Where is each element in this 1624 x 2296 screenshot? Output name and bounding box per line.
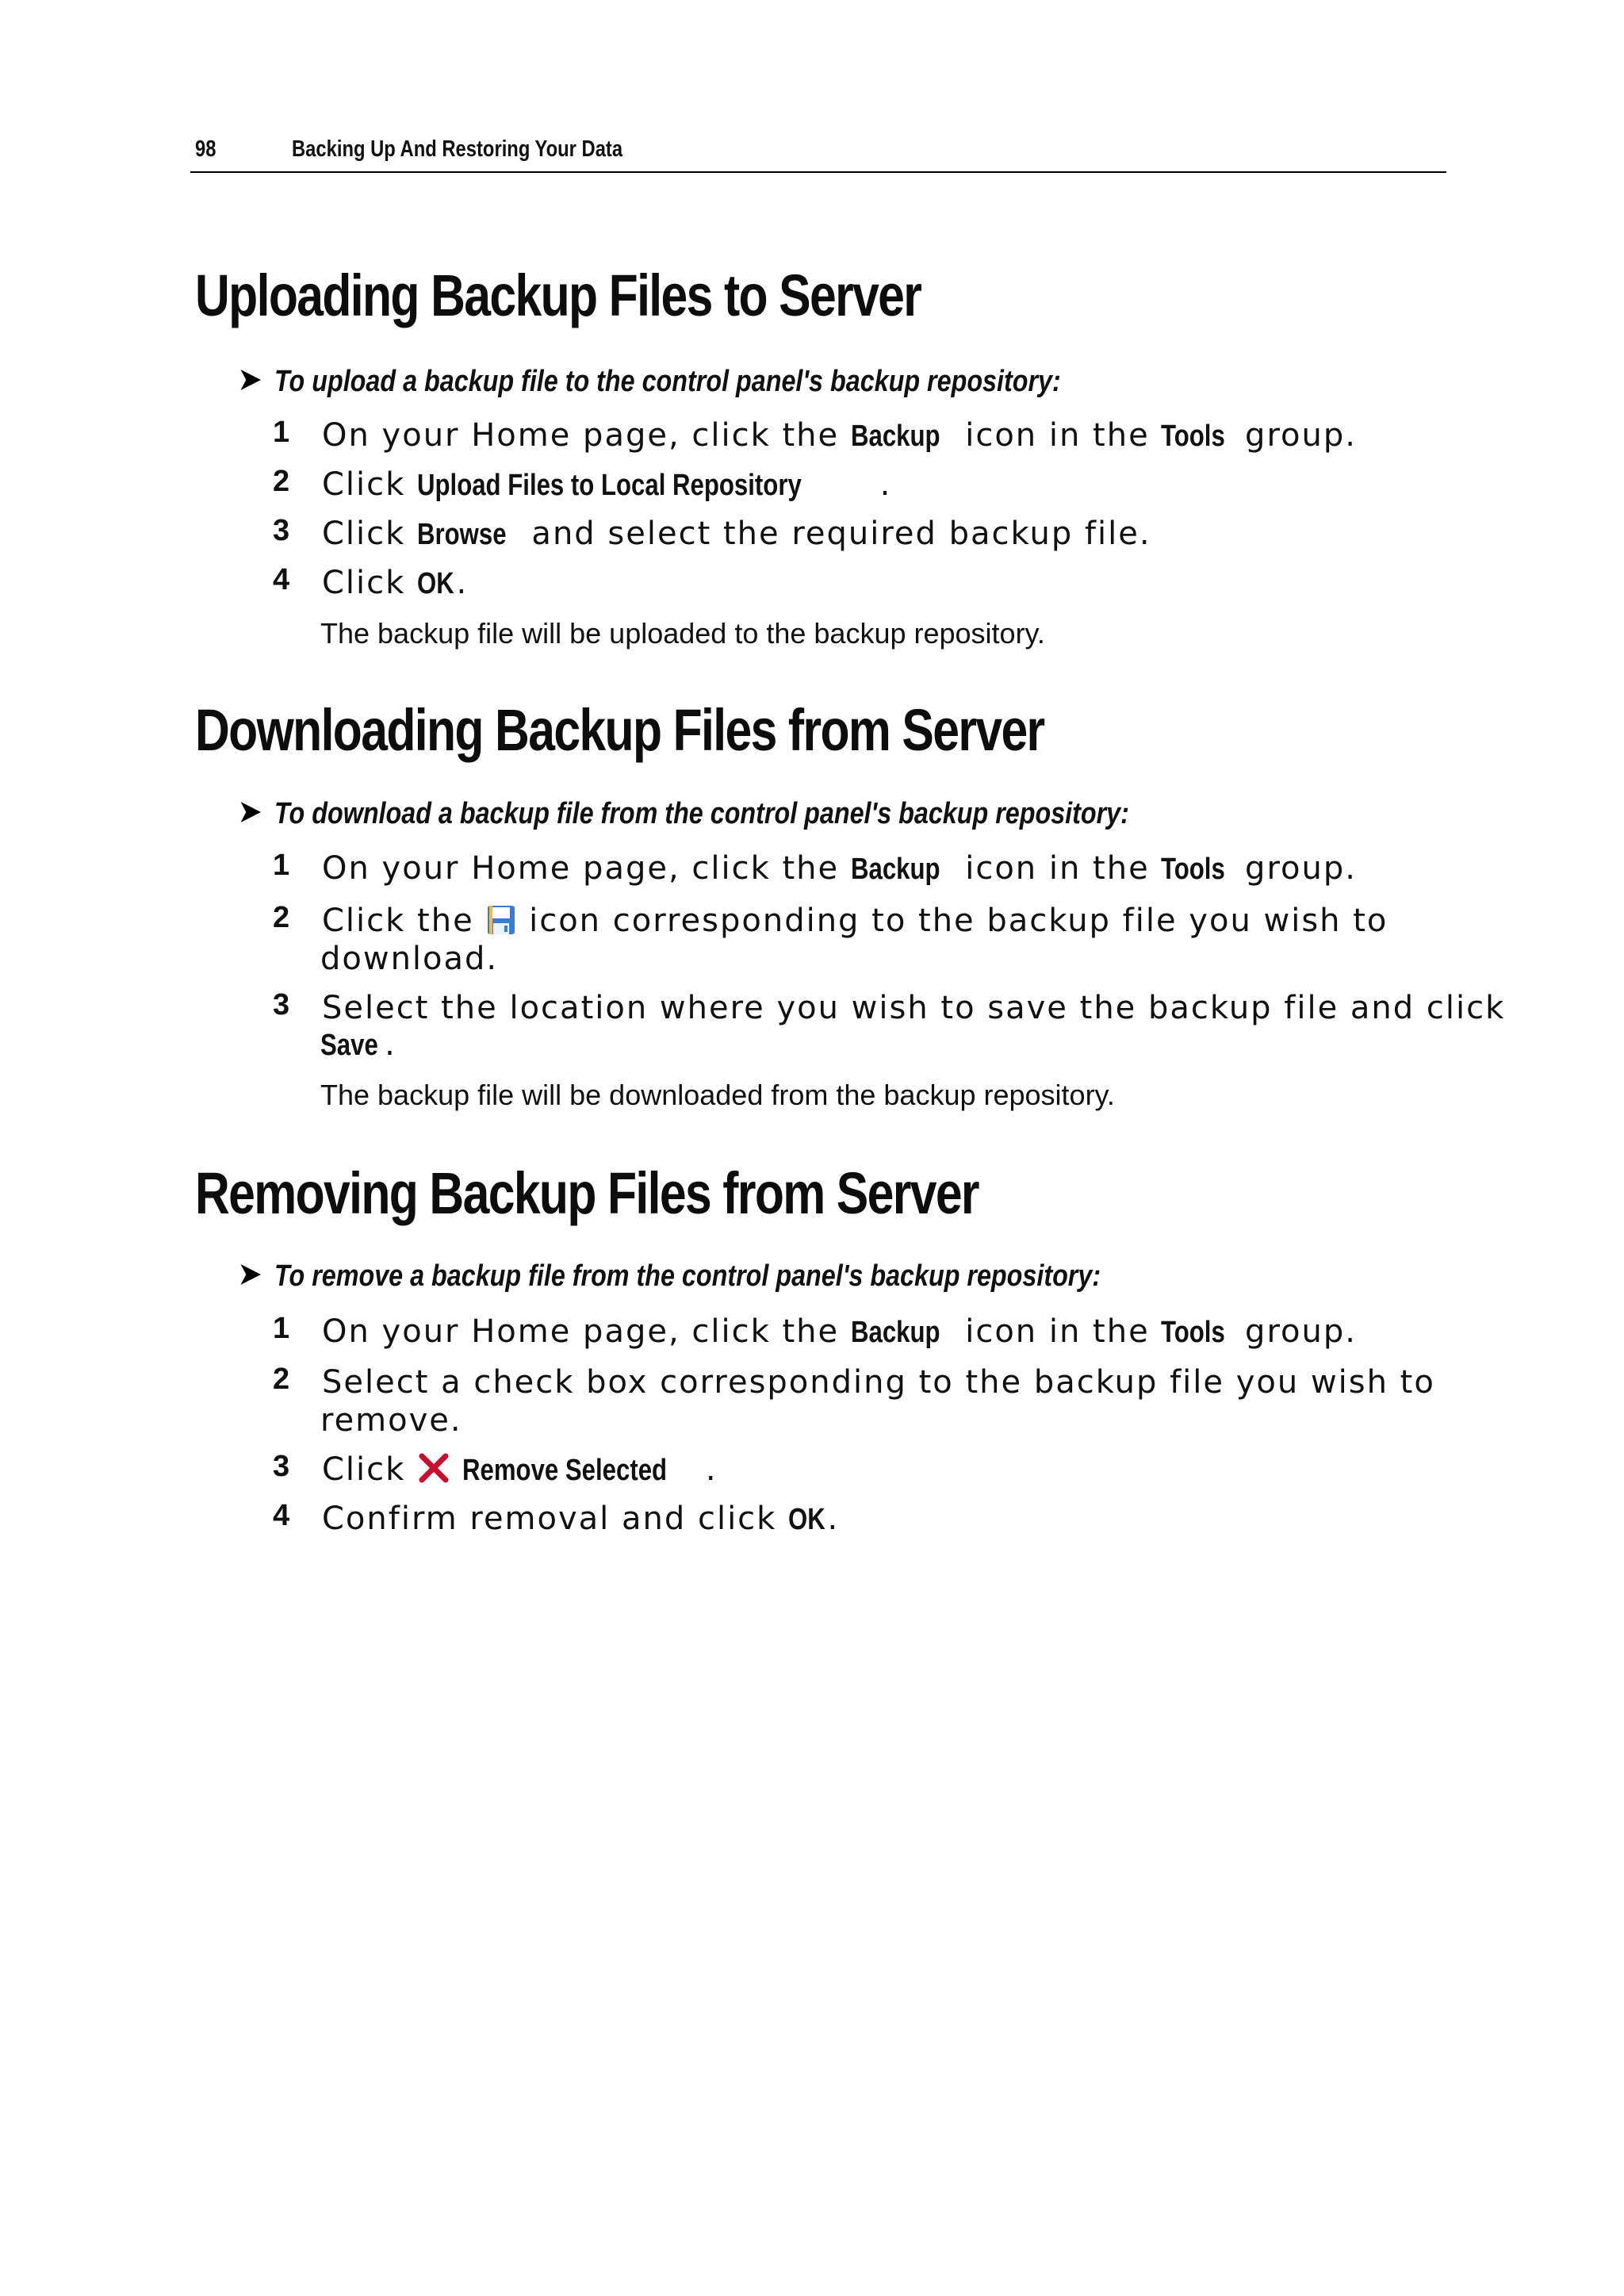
- step-text: Confirm removal and click: [322, 1501, 789, 1537]
- step-text: icon in the: [953, 417, 1162, 454]
- step-text: Click: [322, 565, 418, 601]
- step-number: 2: [273, 1363, 290, 1396]
- step-text: .: [456, 565, 469, 601]
- ui-term-upload-files: Upload Files to Local Repository: [417, 469, 802, 502]
- section-heading-download: Downloading Backup Files from Server: [195, 697, 1044, 763]
- step-text-continued: download.: [320, 941, 499, 977]
- ui-term-save: Save: [320, 1029, 378, 1062]
- step-number: 3: [273, 988, 290, 1022]
- floppy-disk-icon: [485, 904, 517, 936]
- step-text: .: [827, 1501, 840, 1537]
- step-number: 2: [273, 465, 290, 498]
- procedure-text: To remove a backup file from the control panel's backup repository:: [274, 1259, 1101, 1293]
- step-text: group.: [1233, 417, 1357, 454]
- step-text: Click: [322, 516, 418, 552]
- step-text: Click: [322, 466, 418, 503]
- step-number: 1: [273, 416, 290, 449]
- procedure-text: To upload a backup file to the control panel's backup repository:: [274, 365, 1061, 398]
- procedure-intro-remove: [274, 1259, 1101, 1294]
- step-number: 2: [273, 901, 290, 934]
- step-text: and select the required backup file.: [519, 516, 1151, 552]
- section-heading-upload: Uploading Backup Files to Server: [195, 263, 921, 328]
- ui-term-backup: Backup: [850, 420, 940, 453]
- step-number: 1: [273, 849, 290, 882]
- ui-term-ok: OK: [788, 1503, 825, 1536]
- step-text: .: [705, 1451, 718, 1488]
- step-text: icon corresponding to the backup file you wish to: [517, 903, 1388, 939]
- step-text: icon in the: [953, 850, 1162, 887]
- step-number: 3: [273, 1450, 290, 1483]
- step-text: On your Home page, click the: [322, 1313, 851, 1350]
- step-text: On your Home page, click the: [322, 850, 851, 887]
- procedure-intro-upload: [274, 365, 1061, 399]
- step-text: On your Home page, click the: [322, 417, 851, 454]
- page-number: 98: [195, 136, 216, 162]
- step-text: icon in the: [953, 1313, 1162, 1350]
- step-number: 3: [273, 514, 290, 547]
- step-text: Click the: [322, 903, 486, 939]
- step-text: Click: [322, 1451, 418, 1488]
- ui-term-backup: Backup: [850, 853, 940, 886]
- step-number: 1: [273, 1312, 290, 1345]
- step-text: group.: [1233, 850, 1357, 887]
- ui-term-tools: Tools: [1161, 1316, 1226, 1349]
- step-text: group.: [1233, 1313, 1357, 1350]
- section-heading-remove: Removing Backup Files from Server: [195, 1160, 979, 1226]
- ui-term-remove-selected: Remove Selected: [462, 1454, 667, 1487]
- procedure-text: To download a backup file from the control panel's backup repository:: [274, 797, 1129, 830]
- ui-term-tools: Tools: [1161, 420, 1226, 453]
- ui-term-tools: Tools: [1161, 853, 1226, 886]
- ui-term-browse: Browse: [417, 518, 507, 551]
- step-text: .: [385, 1026, 396, 1063]
- step-number: 4: [273, 563, 290, 596]
- ui-term-ok: OK: [417, 567, 454, 600]
- step-text: .: [879, 466, 892, 503]
- arrow-bullet-icon: [239, 1263, 262, 1286]
- arrow-bullet-icon: [239, 368, 262, 392]
- step-text: Select the location where you wish to save the backup file and click: [322, 990, 1506, 1026]
- result-download: The backup file will be downloaded from the backup repository.: [320, 1079, 1115, 1111]
- red-x-icon: [417, 1451, 450, 1485]
- procedure-intro-download: [274, 797, 1129, 831]
- running-title: Backing Up And Restoring Your Data: [292, 136, 623, 162]
- step-text: Select a check box corresponding to the backup file you wish to: [322, 1364, 1435, 1401]
- page-header: [190, 136, 1446, 173]
- arrow-bullet-icon: [239, 800, 262, 824]
- ui-term-backup: Backup: [850, 1316, 940, 1349]
- step-number: 4: [273, 1499, 290, 1532]
- step-text-continued: remove.: [320, 1402, 462, 1439]
- result-upload: The backup file will be uploaded to the backup repository.: [320, 617, 1045, 650]
